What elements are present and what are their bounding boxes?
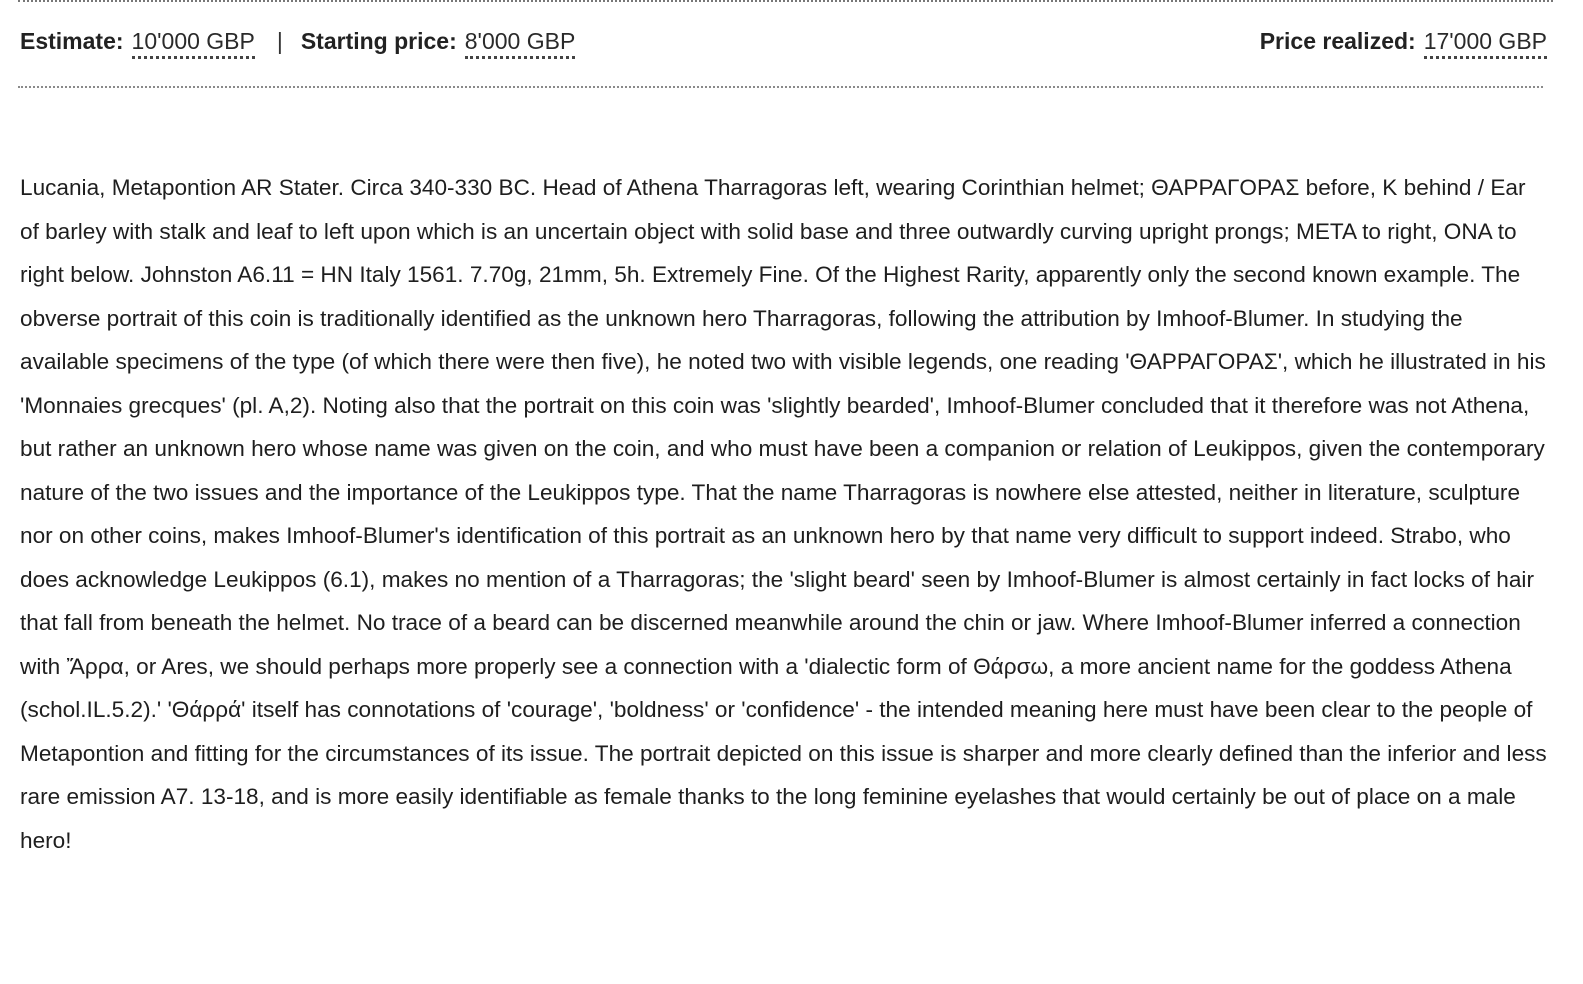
price-realized-label: Price realized: xyxy=(1259,28,1416,54)
estimate-value[interactable]: 10'000 GBP xyxy=(132,28,255,59)
starting-price-label: Starting price: xyxy=(300,28,457,54)
price-realized-value[interactable]: 17'000 GBP xyxy=(1424,28,1547,59)
price-left-group xyxy=(20,28,575,59)
price-separator: | xyxy=(276,28,283,54)
price-right-group xyxy=(1260,28,1547,59)
estimate-label: Estimate: xyxy=(20,28,124,54)
price-divider xyxy=(18,86,1543,88)
top-divider xyxy=(18,0,1553,2)
starting-price-value[interactable]: 8'000 GBP xyxy=(465,28,576,59)
price-bar xyxy=(20,28,1547,68)
lot-description: Lucania, Metapontion AR Stater. Circa 340-330 BC. Head of Athena Tharragoras left, wearing Corinthian helmet; ΘΑΡΡΑΓΟΡΑΣ before, K behind / Ear of barley with stalk and leaf to left upon which is an uncertain object with solid base and three outwardly curving upright prongs; META to right, ONA to right below. Johnston A6.11 = HN Italy 1561. 7.70g, 21mm, 5h. Extremely Fine. Of the Highest Rarity, apparently only the second known example. The obverse portrait of this coin is traditionally identified as the unknown hero Tharragoras, following the attribution by Imhoof-Blumer. In studying the available specimens of the type (of which there were then five), he noted two with visible legends, one reading 'ΘΑΡΡΑΓΟΡΑΣ', which he illustrated in his 'Monnaies grecques' (pl. A,2). Noting also that the portrait on this coin was 'slightly bearded', Imhoof-Blumer concluded that it therefore was not Athena, but rather an unknown hero whose name was given on the coin, and who must have been a companion or relation of Leukippos, given the contemporary nature of the two issues and the importance of the Leukippos type. That the name Tharragoras is nowhere else attested, neither in literature, sculpture nor on other coins, makes Imhoof-Blumer's identification of this portrait as an unknown hero by that name very difficult to support indeed. Strabo, who does acknowledge Leukippos (6.1), makes no mention of a Tharragoras; the 'slight beard' seen by Imhoof-Blumer is almost certainly in fact locks of hair that fall from beneath the helmet. No trace of a beard can be discerned meanwhile around the chin or jaw. Where Imhoof-Blumer inferred a connection with Ἄρρα, or Ares, we should perhaps more properly see a connection with a 'dialectic form of Θάρσω, a more ancient name for the goddess Athena (schol.IL.5.2).' 'Θάρρά' itself has connotations of 'courage', 'boldness' or 'confidence' - the intended meaning here must have been clear to the people of Metapontion and fitting for the circumstances of its issue. The portrait depicted on this issue is sharper and more clearly defined than the inferior and less rare emission A7. 13-18, and is more easily identifiable as female thanks to the long feminine eyelashes that would certainly be out of place on a male hero! xyxy=(20,175,1547,853)
